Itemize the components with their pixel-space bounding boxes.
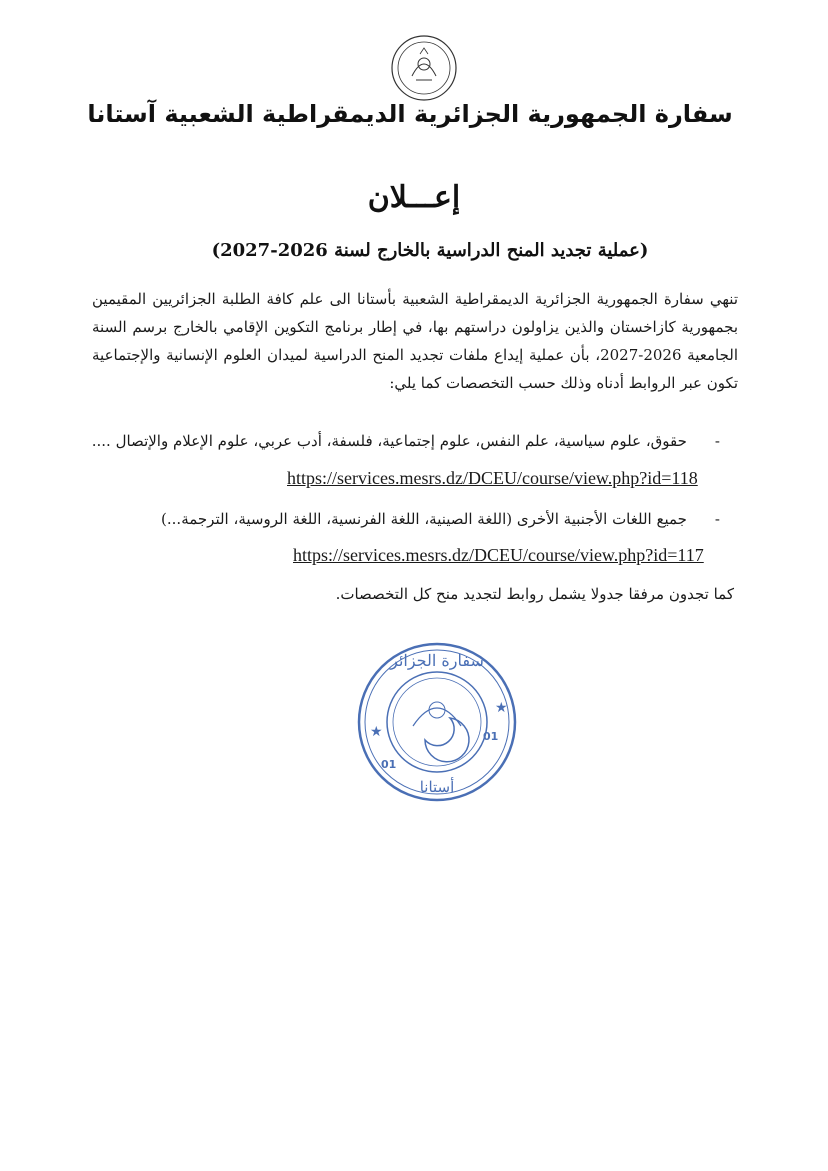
algeria-emblem-icon (390, 34, 458, 102)
document-subtitle: (عملية تجديد المنح الدراسية بالخارج لسنة 2026-2027) (211, 240, 649, 261)
announcement-paragraph: تنهي سفارة الجمهورية الجزائرية الديمقراطية الشعبية بأستانا الى علم كافة الطلبة الجزائريين المقيمين بجمهورية كازاخستان والذين يزاولون دراستهم بها، في إطار برنامج التكوين الإقامي بالخارج برسم السنة الجامعية 2026-2027، بأن عملية إيداع ملفات تجديد المنح الدراسية لميدان العلوم الإنسانية والإجتماعية تكون عبر الروابط أدناه وذلك حسب التخصصات كما يلي: (92, 290, 739, 392)
stamp-bottom-text: أستانا (419, 778, 455, 796)
bullet-dash: - (714, 432, 720, 450)
list-item-text: حقوق، علوم سياسية، علم النفس، علوم إجتماعية، فلسفة، أدب عربي، علوم الإعلام والإتصال .... (91, 432, 687, 450)
stamp-number-left: 01 (381, 758, 397, 771)
closing-note: كما تجدون مرفقا جدولا يشمل روابط لتجديد منح كل التخصصات. (335, 585, 734, 603)
stamp-number-right: 01 (483, 730, 499, 743)
stamp-top-text: سفارة الجزائر (390, 651, 484, 670)
svg-text:★: ★ (370, 724, 383, 740)
list-item-text: جميع اللغات الأجنبية الأخرى (اللغة الصينية، اللغة الفرنسية، اللغة الروسية، الترجمة...) (161, 510, 687, 528)
embassy-stamp-icon (355, 640, 520, 805)
link-humanities-118[interactable]: https://services.mesrs.dz/DCEU/course/view.php?id=118 (287, 468, 698, 488)
embassy-header: سفارة الجمهورية الجزائرية الديمقراطية الشعبية آستانا (87, 100, 733, 128)
document-title: إعـــلان (367, 180, 461, 215)
link-languages-117[interactable]: https://services.mesrs.dz/DCEU/course/view.php?id=117 (293, 545, 704, 565)
list-item (80, 432, 720, 450)
svg-text:★: ★ (495, 700, 508, 716)
list-item (80, 510, 720, 528)
bullet-dash: - (714, 510, 720, 528)
